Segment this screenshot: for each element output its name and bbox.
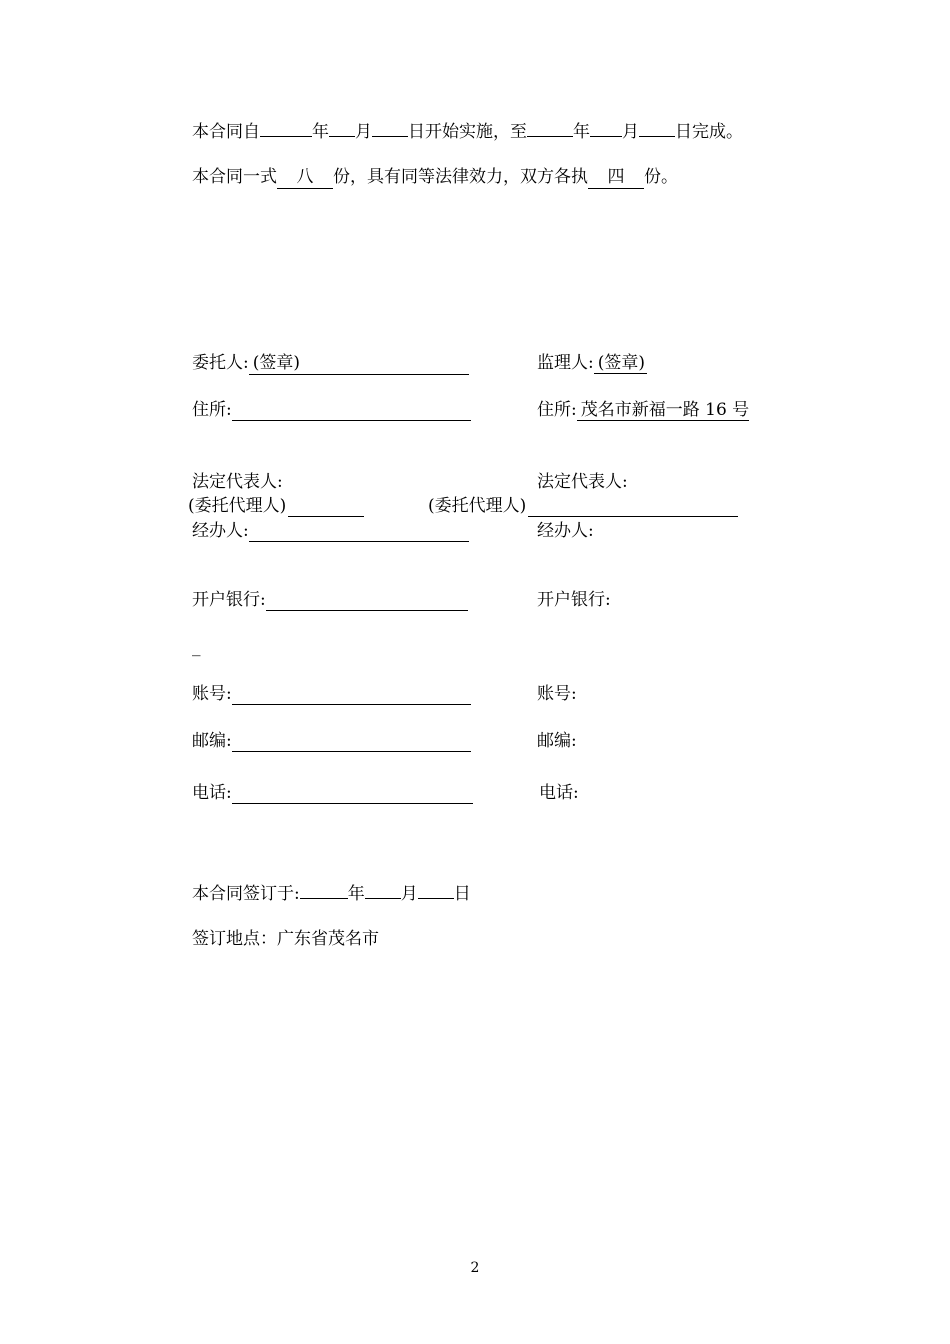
signing-year-blank[interactable] <box>300 880 348 899</box>
client-bank-label: 开户银行: <box>192 590 266 610</box>
supervisor-phone-label: 电话: <box>539 783 579 803</box>
signing-place-row <box>192 928 379 950</box>
client-phone-label: 电话: <box>192 783 232 803</box>
signing-month-blank[interactable] <box>365 880 401 899</box>
client-address-row <box>192 399 471 421</box>
page-number: 2 <box>470 1260 480 1276</box>
client-principal-row <box>192 352 469 375</box>
contract-copies-line <box>192 166 678 189</box>
supervisor-agent-field[interactable] <box>528 498 738 517</box>
copies-prefix: 本合同一式 <box>192 167 277 187</box>
client-address-label: 住所: <box>192 400 232 420</box>
supervisor-address-row <box>537 399 749 421</box>
start-year-blank[interactable] <box>260 118 312 137</box>
signing-day-label: 日 <box>453 884 471 904</box>
copies-suffix: 份。 <box>644 167 678 187</box>
each-copies-value: 四 <box>588 166 644 189</box>
client-handler-label: 经办人: <box>192 521 249 541</box>
client-postcode-field[interactable] <box>232 731 471 752</box>
copies-mid: 份，具有同等法律效力，双方各执 <box>333 167 588 187</box>
signing-date-row <box>192 880 471 905</box>
client-agent-field[interactable] <box>288 498 364 517</box>
client-handler-row <box>192 520 469 542</box>
year-label: 年 <box>312 122 329 142</box>
supervisor-address-value: 茂名市新福一路 16 号 <box>577 400 749 421</box>
supervisor-principal-label: 监理人: <box>537 353 594 373</box>
start-day-blank[interactable] <box>372 118 408 137</box>
client-postcode-label: 邮编: <box>192 731 232 751</box>
supervisor-postcode-label: 邮编: <box>537 731 577 751</box>
supervisor-legal-rep-label: 法定代表人: <box>537 472 628 492</box>
client-account-label: 账号: <box>192 684 232 704</box>
day-end-label: 日完成。 <box>675 122 743 142</box>
supervisor-account-label: 账号: <box>537 684 577 704</box>
end-month-blank[interactable] <box>590 118 622 137</box>
client-agent-row <box>188 495 364 517</box>
signing-place-value: 广东省茂名市 <box>277 929 379 949</box>
month-label-2: 月 <box>622 122 639 142</box>
client-handler-field[interactable] <box>249 521 469 542</box>
day-start-label: 日开始实施，至 <box>408 122 527 142</box>
supervisor-seal-text: (签章) <box>594 353 647 374</box>
client-principal-field[interactable] <box>249 352 469 375</box>
supervisor-address-label: 住所: <box>537 400 577 420</box>
supervisor-handler-label: 经办人: <box>537 521 594 541</box>
end-day-blank[interactable] <box>639 118 675 137</box>
signing-place-label: 签订地点： <box>192 929 277 949</box>
total-copies-value: 八 <box>277 166 333 189</box>
client-bank-field[interactable] <box>266 590 468 611</box>
client-principal-label: 委托人: <box>192 353 249 373</box>
client-postcode-row <box>192 730 471 752</box>
client-legal-rep-label: 法定代表人: <box>192 472 283 492</box>
supervisor-agent-row <box>428 495 738 517</box>
year-label-2: 年 <box>573 122 590 142</box>
month-label: 月 <box>355 122 372 142</box>
signing-month-label: 月 <box>400 884 418 904</box>
signing-day-blank[interactable] <box>418 880 454 899</box>
client-bank-row <box>192 589 468 611</box>
client-phone-row <box>192 782 473 804</box>
supervisor-bank-label: 开户银行: <box>537 590 611 610</box>
stray-mark: _ <box>192 637 201 657</box>
supervisor-principal-row <box>537 352 647 374</box>
signing-year-label: 年 <box>347 884 365 904</box>
client-account-field[interactable] <box>232 684 471 705</box>
end-year-blank[interactable] <box>527 118 573 137</box>
start-month-blank[interactable] <box>329 118 355 137</box>
term-prefix: 本合同自 <box>192 122 260 142</box>
client-account-row <box>192 683 471 705</box>
contract-term-line <box>192 118 743 143</box>
client-phone-field[interactable] <box>232 783 473 804</box>
client-seal-text: (签章) <box>252 353 300 373</box>
supervisor-agent-label: (委托代理人) <box>428 496 527 516</box>
client-agent-label: (委托代理人) <box>188 496 287 516</box>
signing-date-prefix: 本合同签订于: <box>192 884 300 904</box>
client-address-field[interactable] <box>232 400 471 421</box>
